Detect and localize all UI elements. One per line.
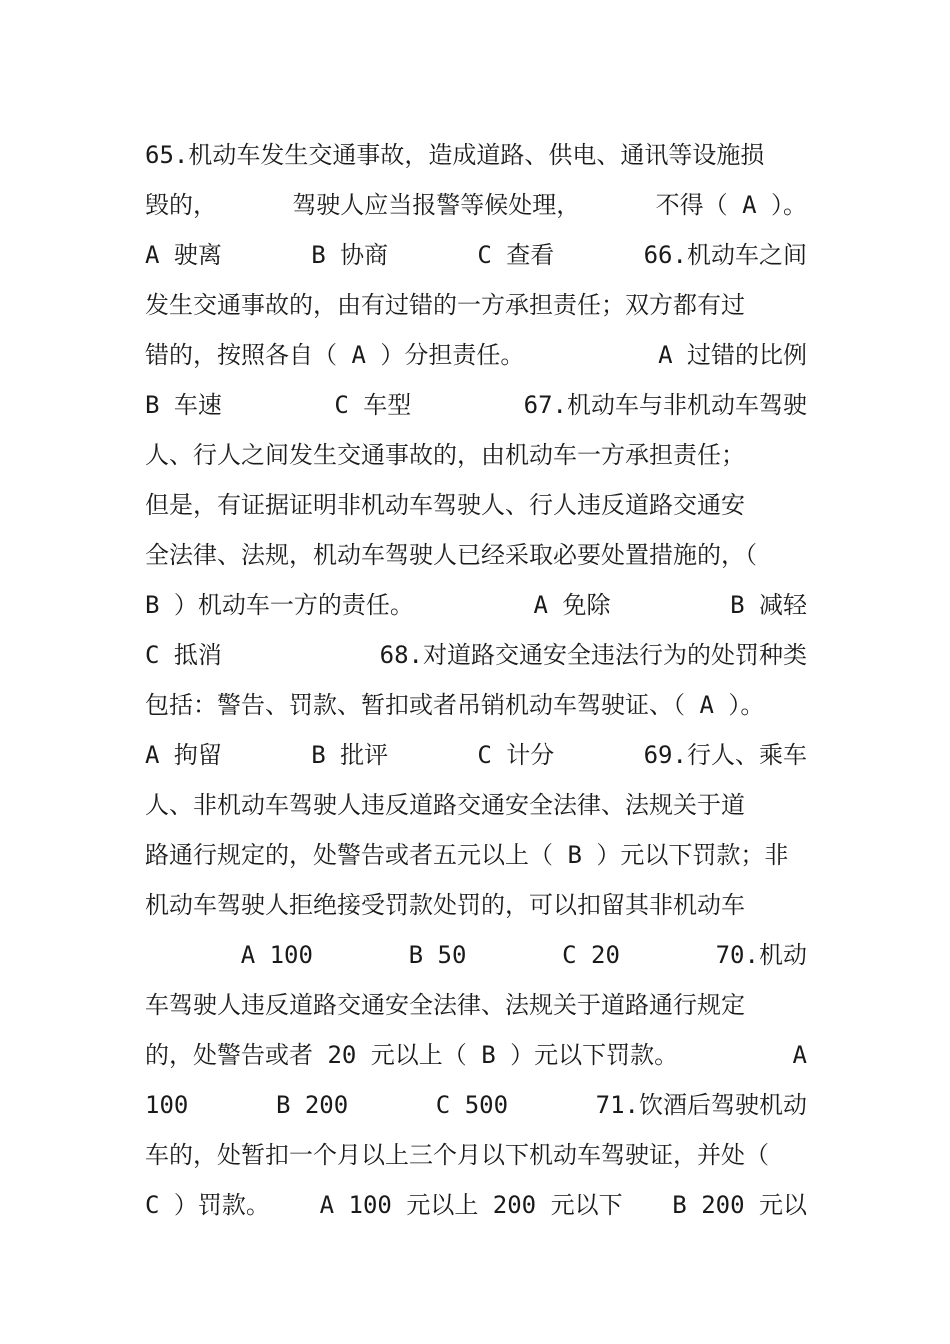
text-line	[145, 630, 807, 680]
text-segment: A 驶离	[145, 241, 222, 269]
text-segment: A 100	[240, 941, 313, 969]
text-line	[145, 280, 807, 330]
text-line	[145, 430, 807, 480]
text-segment: 但是，有证据证明非机动车驾驶人、行人违反道路交通安	[145, 491, 745, 519]
text-line	[145, 530, 807, 580]
text-segment: 65.机动车发生交通事故，造成道路、供电、通讯等设施损	[145, 141, 765, 169]
text-line	[145, 930, 807, 980]
text-segment: 69.行人、乘车	[643, 741, 807, 769]
text-line	[145, 880, 807, 930]
text-segment: 不得（ A ）。	[655, 191, 807, 219]
text-segment: 70.机动	[715, 941, 807, 969]
text-segment: B 200	[275, 1091, 349, 1119]
text-segment: 车的，处暂扣一个月以上三个月以下机动车驾驶证，并处（	[145, 1141, 769, 1169]
text-segment: C 500	[435, 1091, 509, 1119]
text-segment: 车驾驶人违反道路交通安全法律、法规关于道路通行规定	[145, 991, 745, 1019]
text-segment: A 拘留	[145, 741, 222, 769]
text-line	[145, 1080, 807, 1130]
text-line	[145, 780, 807, 830]
text-line	[145, 480, 807, 530]
text-segment: A 免除	[533, 591, 611, 619]
text-line	[145, 230, 807, 280]
text-line	[145, 580, 807, 630]
text-line	[145, 730, 807, 780]
text-segment: A 过错的比例	[658, 341, 807, 369]
text-segment: B 车速	[145, 391, 222, 419]
text-line	[145, 180, 807, 230]
text-segment: 包括：警告、罚款、暂扣或者吊销机动车驾驶证、（ A ）。	[145, 691, 765, 719]
text-segment: C 抵消	[145, 641, 222, 669]
text-segment: C 查看	[477, 241, 555, 269]
text-segment: 100	[145, 1091, 189, 1119]
text-line	[145, 130, 807, 180]
text-segment: C ）罚款。	[145, 1191, 270, 1219]
text-line	[145, 1030, 807, 1080]
text-segment: C 车型	[334, 391, 412, 419]
text-line	[145, 330, 807, 380]
text-segment: 全法律、法规，机动车驾驶人已经采取必要处置措施的，（	[145, 541, 757, 569]
text-line	[145, 830, 807, 880]
text-segment: 68.对道路交通安全违法行为的处罚种类	[379, 641, 807, 669]
text-segment: C 计分	[477, 741, 555, 769]
question-text-block	[145, 130, 807, 1230]
text-segment: 67.机动车与非机动车驾驶	[523, 391, 807, 419]
text-segment: B 批评	[311, 741, 389, 769]
text-line	[145, 1180, 807, 1230]
text-segment: 路通行规定的，处警告或者五元以上（ B ）元以下罚款；非	[145, 841, 789, 869]
text-line	[145, 980, 807, 1030]
text-segment: 错的，按照各自（ A ）分担责任。	[145, 341, 525, 369]
text-segment: A 100 元以上 200 元以下	[319, 1191, 623, 1219]
text-segment: 驾驶人应当报警等候处理，	[292, 191, 581, 219]
text-segment: B 协商	[311, 241, 389, 269]
text-segment: 人、行人之间发生交通事故的，由机动车一方承担责任；	[145, 441, 745, 469]
text-segment: A	[792, 1041, 807, 1069]
text-line	[145, 380, 807, 430]
text-segment: 66.机动车之间	[643, 241, 807, 269]
text-segment: 毁的，	[145, 191, 217, 219]
text-line	[145, 1130, 807, 1180]
text-segment: B 减轻	[730, 591, 807, 619]
text-segment: 的，处警告或者 20 元以上（ B ）元以下罚款。	[145, 1041, 679, 1069]
text-segment: B ）机动车一方的责任。	[145, 591, 414, 619]
text-segment: 人、非机动车驾驶人违反道路交通安全法律、法规关于道	[145, 791, 745, 819]
text-segment: 发生交通事故的，由有过错的一方承担责任；双方都有过	[145, 291, 745, 319]
text-segment: C 20	[562, 941, 620, 969]
text-segment: B 50	[408, 941, 467, 969]
text-line	[145, 680, 807, 730]
text-segment: B 200 元以	[672, 1191, 807, 1219]
text-segment: 机动车驾驶人拒绝接受罚款处罚的，可以扣留其非机动车	[145, 891, 745, 919]
text-segment: 71.饮酒后驾驶机动	[595, 1091, 807, 1119]
